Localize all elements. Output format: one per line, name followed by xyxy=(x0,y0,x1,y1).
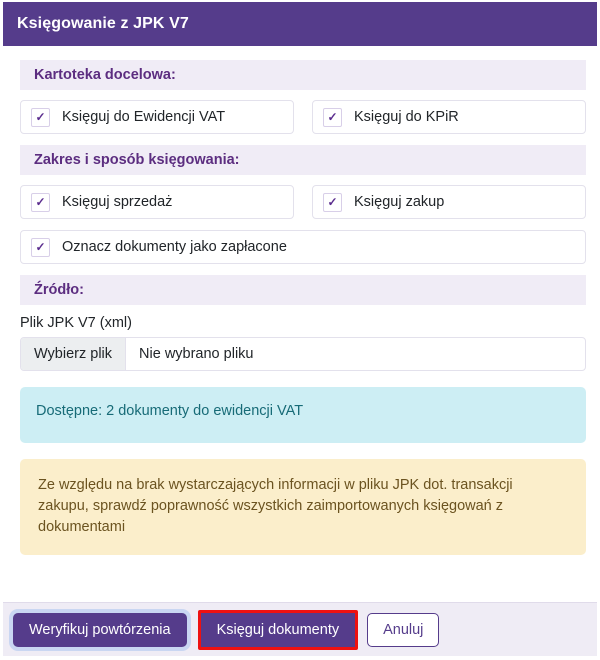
checkbox-checked-icon[interactable] xyxy=(31,238,50,257)
checkbox-checked-icon[interactable] xyxy=(323,108,342,127)
post-documents-button[interactable]: Księguj dokumenty xyxy=(201,613,356,647)
checkbox-row-zakres xyxy=(20,185,586,219)
checkbox-row-kartoteka xyxy=(20,100,586,134)
verify-duplicates-button[interactable]: Weryfikuj powtórzenia xyxy=(13,613,187,647)
checkbox-field-ksieguj-do-ewidencji-vat[interactable] xyxy=(20,100,294,134)
dialog-footer xyxy=(3,602,597,656)
checkmark-icon: ✓ xyxy=(35,240,46,254)
checkbox-checked-icon[interactable] xyxy=(323,193,342,212)
info-alert-available-documents: Dostępne: 2 dokumenty do ewidencji VAT xyxy=(20,387,586,443)
checkbox-label-ksieguj-zakup: Księguj zakup xyxy=(354,194,445,210)
dialog-header xyxy=(3,2,597,46)
checkbox-field-ksieguj-do-kpir[interactable] xyxy=(312,100,586,134)
checkbox-label-ksieguj-sprzedaz: Księguj sprzedaż xyxy=(62,194,173,210)
section-header-zrodlo: Źródło: xyxy=(20,275,586,305)
dialog-body xyxy=(3,46,597,602)
checkbox-checked-icon[interactable] xyxy=(31,193,50,212)
checkbox-label-ksieguj-do-kpir: Księguj do KPiR xyxy=(354,109,459,125)
section-header-kartoteka-docelowa: Kartoteka docelowa: xyxy=(20,60,586,90)
choose-file-button[interactable]: Wybierz plik xyxy=(21,338,126,370)
checkbox-field-ksieguj-zakup[interactable] xyxy=(312,185,586,219)
checkbox-checked-icon[interactable] xyxy=(31,108,50,127)
checkmark-icon: ✓ xyxy=(327,110,338,124)
file-input[interactable] xyxy=(20,337,586,371)
dialog-title: Księgowanie z JPK V7 xyxy=(17,15,189,32)
jpk-posting-dialog xyxy=(3,2,597,656)
checkmark-icon: ✓ xyxy=(35,110,46,124)
checkbox-field-oznacz-dokumenty-jako-zaplacone[interactable] xyxy=(20,230,586,264)
warning-alert-purchase-transactions: Ze względu na brak wystarczających informacji w pliku JPK dot. transakcji zakupu, sprawdź poprawność wszystkich zaimportowanych księgowań z dokumentami xyxy=(20,459,586,555)
section-header-zakres-i-sposob-ksiegowania: Zakres i sposób księgowania: xyxy=(20,145,586,175)
file-field-caption: Plik JPK V7 (xml) xyxy=(20,315,132,331)
selected-file-name: Nie wybrano pliku xyxy=(139,346,254,362)
cancel-button[interactable]: Anuluj xyxy=(367,613,439,647)
post-documents-highlight xyxy=(198,610,359,650)
checkmark-icon: ✓ xyxy=(327,195,338,209)
checkbox-row-oznacz xyxy=(20,230,586,264)
checkbox-label-oznacz-dokumenty-jako-zaplacone: Oznacz dokumenty jako zapłacone xyxy=(62,239,287,255)
checkbox-field-ksieguj-sprzedaz[interactable] xyxy=(20,185,294,219)
checkbox-label-ksieguj-do-ewidencji-vat: Księguj do Ewidencji VAT xyxy=(62,109,226,125)
checkmark-icon: ✓ xyxy=(35,195,46,209)
